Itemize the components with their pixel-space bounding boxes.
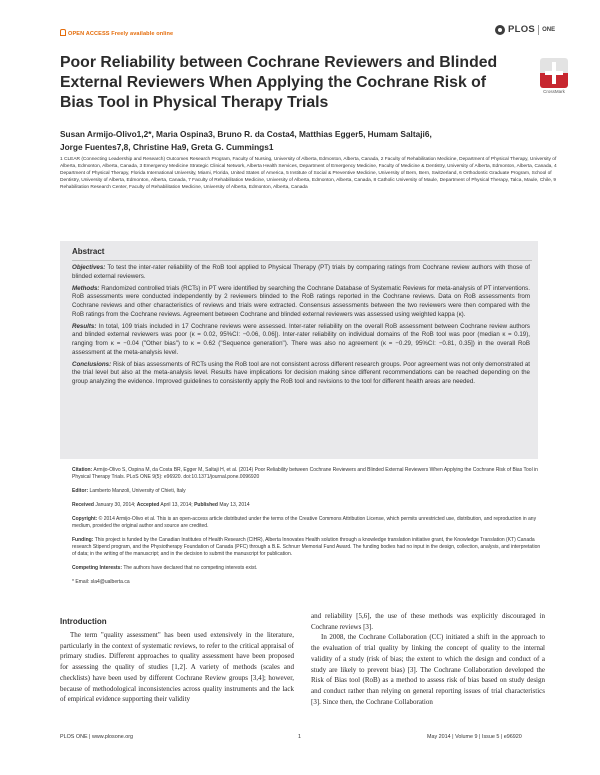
crossmark-label: CrossMark: [543, 89, 565, 94]
copyright: [72, 516, 542, 530]
crossmark-icon: [540, 58, 568, 88]
competing-text: The authors have declared that no competing interests exist.: [123, 565, 258, 571]
methods-label: Methods:: [72, 284, 100, 292]
copyright-label: Copyright:: [72, 516, 98, 522]
abstract-conclusions: [72, 361, 530, 387]
abstract-methods: [72, 285, 530, 319]
conclusions-text: Risk of bias assessments of RCTs using the RoB tool are not consistent across different research groups. Poor agreement was not only demonstrated at the trial level but also at the meta-analysis level. Results have implications for decision making since different recommendations can be reached depending on the group analyzing the evidence. Improved guidelines to consistently apply the RoB tool and revisions to the tool for different health areas are needed.: [72, 360, 530, 385]
journal-logo: [495, 24, 555, 35]
introduction-heading: Introduction: [60, 617, 107, 626]
copyright-text: © 2014 Armijo-Olivo et al. This is an open-access article distributed under the terms of the Creative Commons Attribution License, which permits unrestricted use, distribution, and reproduction in any medium, provided the original author and source are credited.: [72, 516, 537, 529]
journal-logo-sub: ONE: [542, 26, 556, 33]
funding-text: This project is funded by the Canadian Institutes of Health Research (CIHR), Alberta Innovates Health solution through a knowledge translation initiative grant, the Knowledge Translation (KT) Canada research Stipend program, and the Physiotherapy Foundation of Canada (PFC) through a B.E. Schnurr Memorial Fund Award. The funding bodies had no input in the design, collection, analysis, and interpretation of data; in the writing of the manuscript; and in the decision to submit the manuscript for publication.: [72, 537, 541, 557]
objectives-label: Objectives:: [72, 264, 106, 271]
competing-interests: [72, 565, 542, 572]
intro-paragraph: The term "quality assessment" has been used extensively in the literature, particularly in the context of systematic reviews, to refer to the critical appraisal of primary studies. Different approaches to quality assessment have been proposed for assessing the quality of studies [1,2]. A variety of methods (scales and checklists) have been used by different Cochrane Review groups [3,4]; however, because of methodological inconsistencies across quality instruments and the lack of empirical evidence supporting their validity: [60, 631, 294, 704]
accepted-date: April 13, 2014;: [160, 502, 193, 508]
logo-divider: [538, 25, 539, 35]
editor-text: Lamberto Manzoli, University of Chieti, Italy: [89, 488, 186, 494]
citation: [72, 467, 542, 481]
open-lock-icon: [60, 29, 66, 36]
results-text: In total, 109 trials included in 17 Cochrane reviews were assessed. Inter-rater reliability on the overall RoB assessment between Cochrane review authors and blinded external reviewers was poor (κ = 0.02, 95%CI: −0.06, 0.06]). Inter-rater reliability on individual domains of the RoB tool was poor (median κ = 0.19), ranging from κ = −0.04 ("Other bias") to κ = 0.62 ("Sequence generation"). There was also no agreement (κ = −0.29, 95%CI: −0.81, 0.35]) in the overall RoB assessment at the meta-analysis level.: [72, 322, 530, 356]
plos-logo-icon: [495, 25, 505, 35]
abstract-body: [72, 264, 530, 390]
article-title: Poor Reliability between Cochrane Reviewers and Blinded External Reviewers When Applying the Cochrane Risk of Bias Tool in Physical Therapy Trials: [60, 54, 498, 111]
conclusions-label: Conclusions:: [72, 360, 112, 368]
received-date: January 30, 2014;: [95, 502, 136, 508]
results-label: Results:: [72, 322, 97, 330]
crossmark-badge[interactable]: [532, 58, 576, 94]
intro-right-column: [311, 611, 545, 707]
citation-text: Armijo-Olivo S, Ospina M, da Costa BR, Egger M, Saltaji H, et al. (2014) Poor Reliability between Cochrane Reviewers and Blinded External Reviewers When Applying the Cochrane Risk of Bias Tool in Physical Therapy Trials. PLoS ONE 9(5): e96920. doi:10.1371/journal.pone.0096920: [72, 467, 538, 480]
funding-label: Funding:: [72, 537, 94, 543]
editor-label: Editor:: [72, 488, 89, 494]
author-list: [60, 128, 560, 153]
footer-page-number: 1: [298, 734, 301, 740]
abstract-results: [72, 323, 530, 357]
journal-logo-text: PLOS: [508, 24, 536, 35]
funding: [72, 537, 542, 558]
intro-paragraph: In 2008, the Cochrane Collaboration (CC) initiated a shift in the approach to the evaluation of trial quality by linking the concept of quality to the internal validity of a study (risk of bias; the extent to which the design and conduct of a study are likely to prevent bias) [3]. The Cochrane Collaboration developed the Risk of Bias tool (RoB) as a method to assess risk of bias based on study design and conduct rather than relying on general reporting issues of trial characteristics [3]. Since then, the Cochrane Collaboration: [311, 633, 545, 706]
footer-journal: PLOS ONE | www.plosone.org: [60, 734, 134, 740]
accepted-label: Accepted: [136, 502, 160, 508]
intro-left-column: [60, 630, 294, 705]
citation-label: Citation:: [72, 467, 93, 473]
abstract-divider: [72, 260, 532, 261]
intro-paragraph: and reliability [5,6], the use of these methods was explicitly discouraged in Cochrane reviews [3].: [311, 612, 545, 631]
abstract-box: [60, 241, 538, 459]
editor: [72, 488, 542, 495]
affiliations: 1 CLEAR (Connecting Leadership and Research) Outcomes Research Program, Faculty of Nursing, University of Alberta, Edmonton, Alberta, Canada, 2 Faculty of Rehabilitation Medicine, Department of Physical Therapy, University of Alberta, Edmonton, Alberta, Canada, 3 Emergency Medicine Strategic Clinical Network, Alberta Health Services, Department of Emergency Medicine, Faculty of Medicine & Dentistry, University of Alberta, Edmonton, Alberta, Canada, 4 Department of Physical Therapy, Florida International University, Miami, Florida, United States of America, 5 Institute of Social & Preventive Medicine, University of Bern, Bern, Switzerland, 6 Orthodontic Graduate Program, School of Dentistry, University of Alberta, Edmonton, Alberta, Canada, 7 Faculty of Rehabilitation Medicine, University of Alberta, Edmonton, Alberta, Canada, 8 Catholic University of Maule, Department of Physical Therapy, Talca, Maule, Chile, 9 Rehabilitation Research Center, Faculty of Rehabilitation Medicine, University of Alberta, Edmonton, Alberta, Canada: [60, 157, 557, 190]
author-line-1: Susan Armijo-Olivo1,2*, Maria Ospina3, Bruno R. da Costa4, Matthias Egger5, Humam Saltaji6,: [60, 129, 432, 139]
competing-label: Competing Interests:: [72, 565, 123, 571]
published-label: Published: [194, 502, 218, 508]
dates: [72, 502, 542, 509]
article-metadata: [72, 467, 542, 586]
received-label: Received: [72, 502, 94, 508]
footer-issue: May 2014 | Volume 9 | Issue 5 | e96920: [427, 734, 522, 740]
open-access-banner: OPEN ACCESS Freely available online: [60, 29, 173, 37]
abstract-objectives: [72, 264, 530, 281]
methods-text: Randomized controlled trials (RCTs) in PT were identified by searching the Cochrane Database of Systematic Reviews for meta-analysis of PT interventions. RoB assessments were conducted independently by 2 reviewers blinded to the RoB ratings reported in the Cochrane reviews. Data on RoB assessments from Cochrane reviews and other characteristics of reviews and trials were extracted. Consensus assessments between the two reviewers were then compared with the RoB ratings from the Cochrane reviews. Agreement between Cochrane and blinded external reviewers was assessed using weighted kappa (κ).: [72, 284, 530, 318]
published-date: May 13, 2014: [219, 502, 250, 508]
corresponding-email[interactable]: * Email: sla4@ualberta.ca: [72, 579, 130, 585]
author-line-2: Jorge Fuentes7,8, Christine Ha9, Greta G. Cummings1: [60, 141, 274, 152]
abstract-heading: Abstract: [72, 247, 105, 256]
objectives-text: To test the inter-rater reliability of the RoB tool applied to Physical Therapy (PT) trials by comparing ratings from Cochrane review authors with those of blinded external reviewers.: [72, 264, 530, 280]
